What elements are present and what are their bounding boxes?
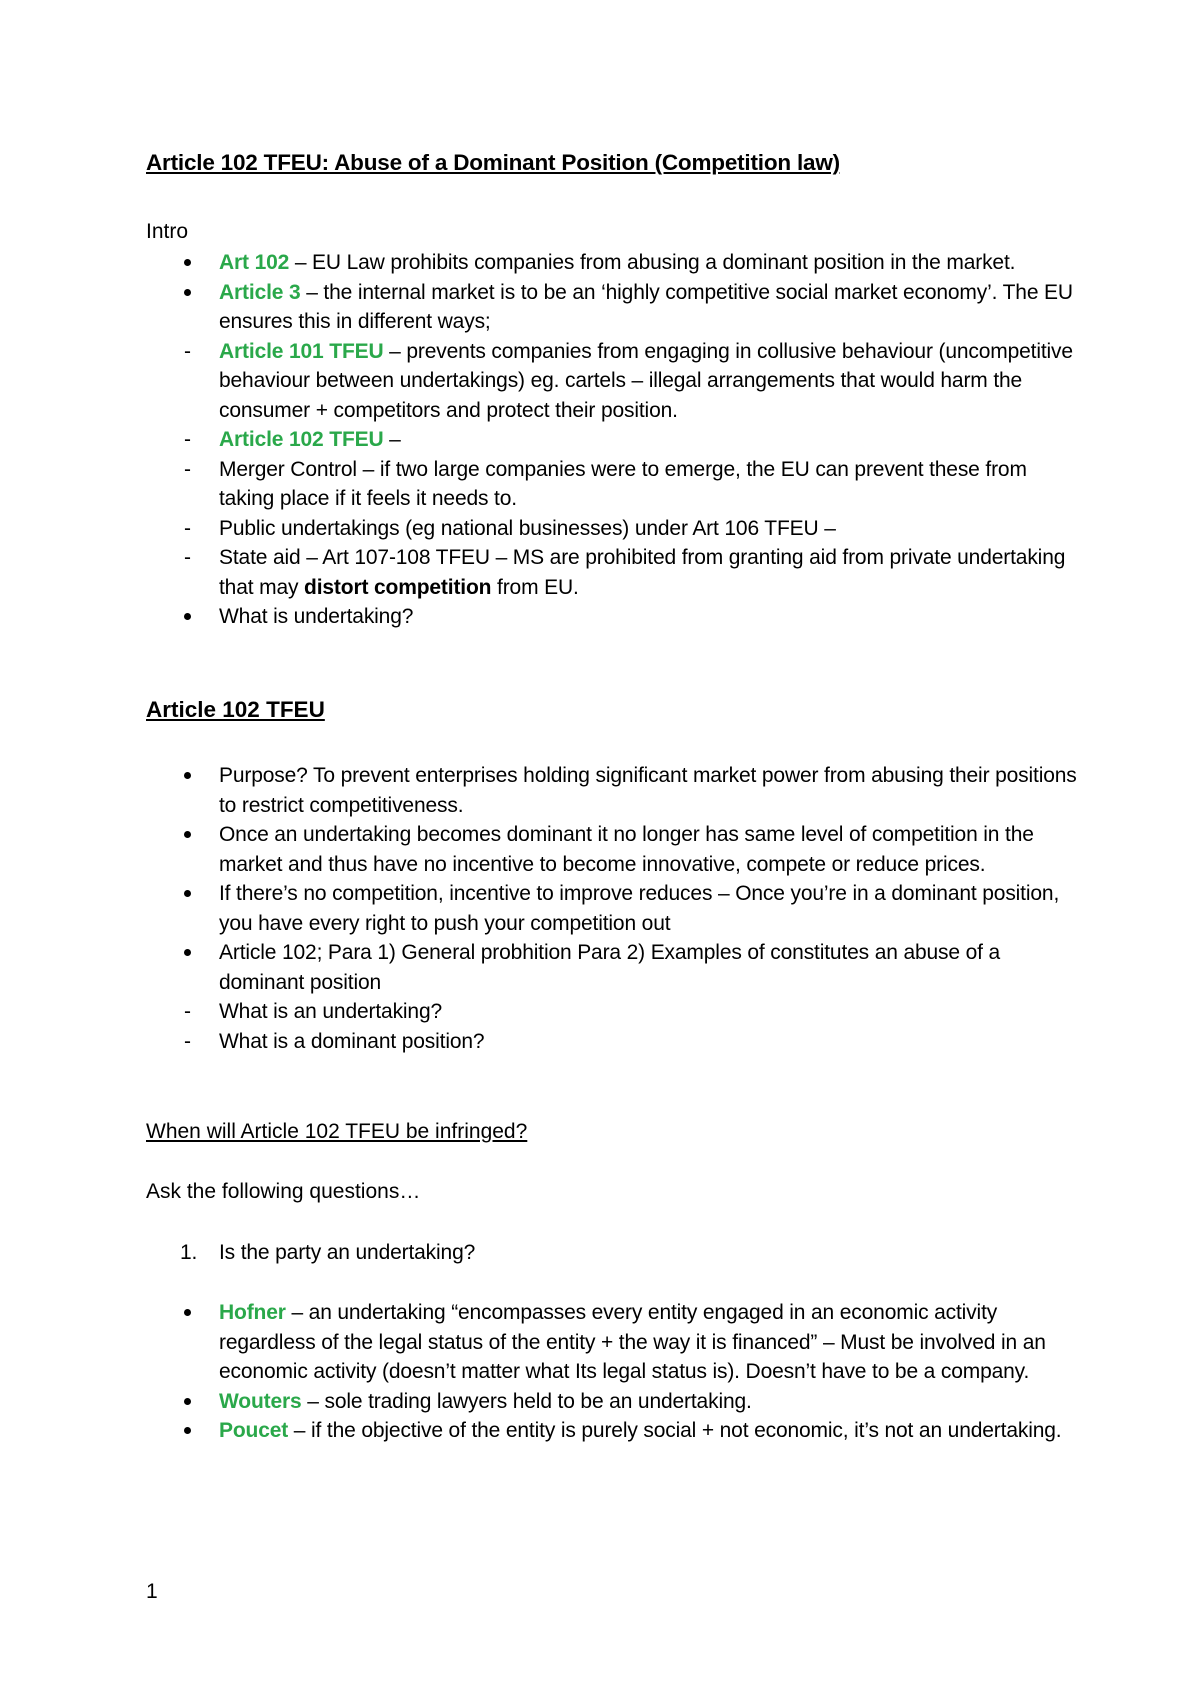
dash-icon: - — [184, 516, 191, 540]
list-item-text: – the internal market is to be an ‘highly competitive social market economy’. The EU ensures this in different ways; — [219, 280, 1073, 333]
numbered-item — [0, 1238, 1079, 1268]
list-item — [0, 337, 1079, 426]
case-reference: Article 101 TFEU — [219, 339, 384, 363]
list-item-text: – sole trading lawyers held to be an undertaking. — [301, 1389, 752, 1413]
subsection-heading: When will Article 102 TFEU be infringed? — [146, 1120, 528, 1143]
list-item — [0, 879, 1079, 938]
list-item — [0, 602, 1079, 632]
dash-icon: - — [184, 546, 191, 569]
list-item-text: – an undertaking “encompasses every entity engaged in an economic activity regardless of the legal status of the entity + the way it is financed” – Must be involved in an economic activity (doesn’t matter what Its legal status is). Doesn’t have to be a company. — [219, 1301, 1046, 1383]
list-item-text: Purpose? To prevent enterprises holding significant market power from abusing their positions to restrict competitiveness. — [219, 764, 1077, 817]
list-item-text: Merger Control – if two large companies were to emerge, the EU can prevent these from taking place if it feels it needs to. — [219, 457, 1027, 510]
item-number: 1. — [180, 1241, 198, 1264]
list-item-text: – prevents companies from engaging in collusive behaviour (uncompetitive behaviour between undertakings) eg. cartels – illegal arrangements that would harm the consumer + competitors and protect their position. — [219, 339, 1073, 422]
list-item-text: – if the objective of the entity is purely social + not economic, it’s not an undertaking. — [288, 1419, 1062, 1442]
list-item-text: If there’s no competition, incentive to improve reduces – Once you’re in a dominant position, you have every right to push your competition out — [219, 882, 1060, 935]
list-item — [0, 820, 1079, 879]
case-reference: Article 3 — [219, 280, 301, 304]
lead-text: Ask the following questions… — [146, 1180, 421, 1203]
section3-list — [0, 1298, 1200, 1446]
list-item-text: – — [383, 428, 401, 451]
list-item-text: from EU. — [491, 575, 579, 599]
list-item — [0, 1416, 1079, 1446]
case-reference: Article 102 TFEU — [219, 428, 384, 451]
case-reference: Poucet — [219, 1419, 289, 1442]
list-item-text: Public undertakings (eg national businesses) under Art 106 TFEU – — [219, 516, 836, 540]
dash-icon: - — [184, 339, 191, 363]
section2-list — [0, 761, 1200, 1056]
page-title: Article 102 TFEU: Abuse of a Dominant Position (Competition law) — [146, 150, 840, 175]
list-item — [0, 248, 1079, 278]
list-item — [0, 761, 1079, 820]
list-item — [0, 997, 1079, 1027]
case-reference: Hofner — [219, 1301, 286, 1324]
list-item — [0, 514, 1079, 544]
dash-icon: - — [184, 428, 191, 451]
list-item — [0, 455, 1079, 514]
list-item-text: Is the party an undertaking? — [219, 1241, 476, 1264]
emphasis-text: distort competition — [304, 575, 492, 599]
list-item — [0, 543, 1079, 602]
list-item-text: Article 102; Para 1) General probhition Para 2) Examples of constitutes an abuse of a dominant position — [219, 941, 1001, 994]
list-item — [0, 278, 1079, 337]
intro-heading: Intro — [146, 220, 189, 243]
list-item-text: State aid – Art 107-108 TFEU – MS are prohibited from granting aid from private undertaking that may — [219, 546, 1066, 599]
page-number: 1 — [146, 1580, 158, 1603]
list-item-text: What is undertaking? — [219, 605, 414, 628]
list-item-text: What is an undertaking? — [219, 1000, 443, 1023]
dash-icon: - — [184, 1000, 191, 1023]
dash-icon: - — [184, 1029, 191, 1053]
list-item-text: Once an undertaking becomes dominant it no longer has same level of competition in the market and thus have no incentive to become innovative, compete or reduce prices. — [219, 823, 1034, 876]
intro-list — [0, 248, 1200, 632]
list-item-text: – EU Law prohibits companies from abusing a dominant position in the market. — [289, 251, 1016, 274]
list-item — [0, 1387, 1079, 1417]
case-reference: Wouters — [219, 1389, 302, 1413]
case-reference: Art 102 — [219, 251, 290, 274]
list-item — [0, 1298, 1079, 1387]
numbered-list — [0, 1238, 1200, 1268]
list-item — [0, 938, 1079, 997]
section-heading: Article 102 TFEU — [146, 697, 325, 722]
list-item — [0, 1027, 1079, 1057]
list-item-text: What is a dominant position? — [219, 1029, 485, 1053]
dash-icon: - — [184, 457, 191, 481]
list-item — [0, 425, 1079, 455]
